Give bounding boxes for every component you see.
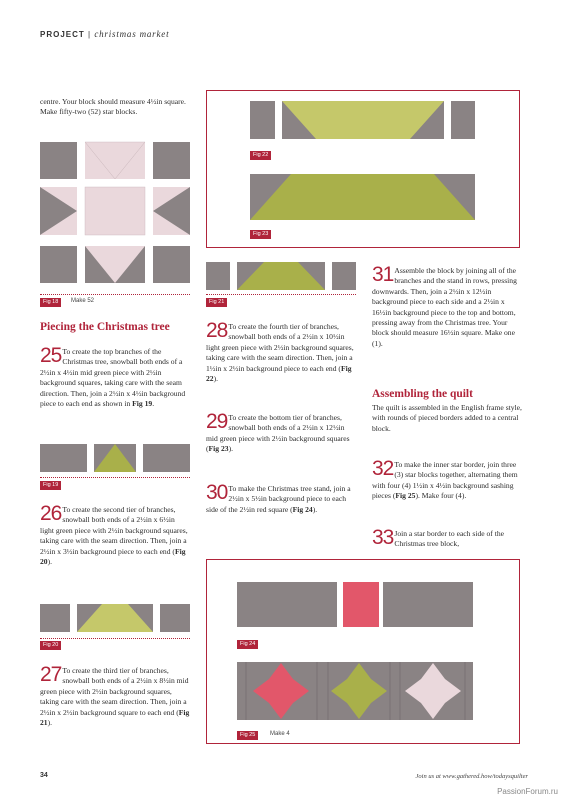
step-26-fig-ref: Fig 20 [40, 546, 186, 567]
step-33-number: 33 [372, 526, 394, 549]
step-25-number: 25 [40, 344, 62, 367]
fig25-make: Make 4 [270, 731, 290, 737]
step-25-end: . [152, 399, 155, 409]
step-28-fig-ref: Fig 22 [206, 363, 352, 384]
step-32-number: 32 [372, 457, 394, 480]
step-25-text: To create the top branches of the Christmas tree, snowball both ends of a 2½in x 4½in mid green piece with 2½in background squares, taking care with the seam direction. Then, join a 2½in x 4½in background piece to each end as shown in [40, 347, 186, 409]
step-29 [206, 410, 356, 455]
step-27-end: ). [47, 718, 53, 728]
footer-credit: Join us at www.gathered.how/todaysquilter [415, 773, 528, 780]
header-section: PROJECT [40, 30, 85, 39]
step-32-end: ). Make four (4). [415, 491, 467, 501]
step-25-fig-ref: Fig 19 [132, 399, 153, 409]
header-title: christmas market [94, 29, 170, 39]
step-27-number: 27 [40, 663, 62, 686]
step-29-fig-ref: Fig 23 [208, 444, 229, 454]
quilt-intro: The quilt is assembled in the English frame style, with rounds of pieced borders added to a central block. [372, 403, 522, 433]
step-33 [372, 526, 522, 550]
fig23-bottom-tier [250, 174, 475, 220]
step-27-text: To create the third tier of branches, snowball both ends of a 2½in x 8½in mid green piece with 2½in background squares, taking care with the seam direction. Then, join a 2½in x 2½in background square to each end ( [40, 666, 189, 717]
fig18-star-block [40, 142, 190, 283]
fig19-rule [40, 477, 190, 478]
step-27-fig-ref: Fig 21 [40, 707, 190, 728]
step-28-text: To create the fourth tier of branches, snowball both ends of a 2½in x 10½in light green piece with 2½in background squares, taking care with the seam direction. Then, join a 1½in x 2½in background piece to each end ( [206, 322, 354, 373]
step-32-text: To make the inner star border, join three (3) star blocks together, alternating them with four (4) 1½in x 4½in background sashing pieces ( [372, 460, 518, 501]
watermark: PassionForum.ru [497, 787, 558, 796]
step-33-text: Join a star border to each side of the Christmas tree block, [394, 529, 505, 549]
fig18-label: Fig 18 [40, 298, 61, 307]
step-30-fig-ref: Fig 24 [292, 504, 313, 514]
fig19-label: Fig 19 [40, 481, 61, 490]
fig21-rule [206, 294, 356, 295]
fig21-third-tier [206, 262, 356, 290]
heading-piecing-tree: Piecing the Christmas tree [40, 321, 170, 333]
fig20-label: Fig 20 [40, 641, 61, 650]
step-26-text: To create the second tier of branches, snowball both ends of a 2½in x 6½in light green piece with 2½in background squares, taking care with the seam direction. Then, join a 2½in x 3½in background piece to each end ( [40, 505, 188, 556]
step-27 [40, 663, 190, 728]
fig24-tree-stand [237, 582, 473, 627]
fig25-star-border [237, 662, 473, 720]
fig23-label: Fig 23 [250, 230, 271, 239]
step-25 [40, 344, 190, 409]
step-29-text: To create the bottom tier of branches, snowball both ends of a 2½in x 12½in mid green piece with 2½in background squares ( [206, 413, 350, 454]
step-28-number: 28 [206, 319, 228, 342]
fig20-rule [40, 638, 190, 639]
step-29-number: 29 [206, 410, 228, 433]
step-32-fig-ref: Fig 25 [395, 491, 416, 501]
fig20-second-tier [40, 604, 190, 632]
step-30-number: 30 [206, 481, 228, 504]
step-30-text: To make the Christmas tree stand, join a 2½in x 5½in background piece to each side of the 2½in red square ( [206, 484, 351, 514]
intro-paragraph: centre. Your block should measure 4½in square. Make fifty-two (52) star blocks. [40, 97, 186, 117]
fig18-make: Make 52 [71, 298, 95, 304]
step-26-end: ). [47, 557, 53, 567]
page-number: 34 [40, 772, 48, 779]
page-header: PROJECT | christmas market [40, 29, 170, 39]
fig18-rule [40, 294, 190, 295]
fig25-label: Fig 25 [237, 731, 258, 740]
step-26-number: 26 [40, 502, 62, 525]
step-31-number: 31 [372, 263, 394, 286]
step-32 [372, 457, 522, 502]
fig22-label: Fig 22 [250, 151, 271, 160]
fig22-fourth-tier [250, 101, 475, 139]
step-31 [372, 263, 522, 349]
fig21-label: Fig 21 [206, 298, 227, 307]
step-30 [206, 481, 356, 515]
step-26 [40, 502, 190, 567]
step-28 [206, 319, 356, 384]
step-29-end: ). [228, 444, 234, 454]
fig19-top-branches [40, 444, 190, 472]
fig24-label: Fig 24 [237, 640, 258, 649]
heading-assembling-quilt: Assembling the quilt [372, 388, 473, 400]
step-31-text: Assemble the block by joining all of the branches and the stand in rows, pressing downwards. Then, join a 2½in x 12½in background piece to each side and a 2½in x 16½in background piece to the top and bottom, pressing away from the Christmas tree. Your block should measure 16½in square. Make one (1). [372, 266, 517, 348]
step-28-end: ). [213, 374, 219, 384]
step-30-end: ). [312, 504, 318, 514]
